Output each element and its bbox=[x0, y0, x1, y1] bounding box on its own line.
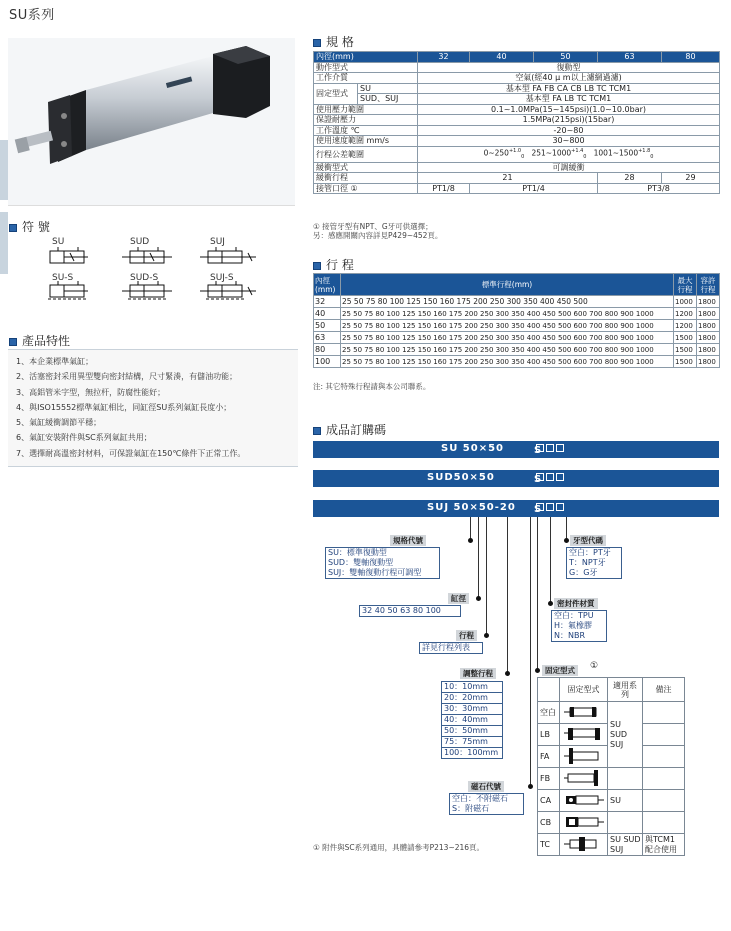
pneumatic-symbols bbox=[40, 247, 270, 307]
seal-box: 空白：TPU H：氟橡膠 N：NBR bbox=[551, 610, 607, 642]
stroke-row: 80 25 50 75 80 100 125 150 160 175 200 250 300 350 400 450 500 600 700 800 900 1000 1500 1800 bbox=[314, 344, 720, 356]
symbol-heading: 符 號 bbox=[9, 218, 50, 235]
stroke-row: 32 25 50 75 80 100 125 150 160 175 200 250 300 350 400 450 500 1000 1800 bbox=[314, 296, 720, 308]
spec-row: SUD、SUJ 基本型 FA LB TC TCM1 bbox=[314, 94, 720, 105]
symbol-label: SU-S bbox=[52, 273, 74, 283]
fb-mount-icon bbox=[562, 770, 606, 786]
leader-line bbox=[486, 517, 487, 635]
square-bullet-icon bbox=[9, 338, 17, 346]
adjust-stroke-label: 調整行程 bbox=[460, 668, 496, 679]
page-title: SU系列 bbox=[9, 8, 55, 23]
cb-mount-icon bbox=[562, 816, 606, 828]
fa-mount-icon bbox=[562, 748, 606, 764]
spec-header-row: 內徑(mm) 32 40 50 63 80 bbox=[314, 52, 720, 63]
square-bullet-icon bbox=[9, 224, 17, 232]
decor-stripe bbox=[0, 212, 8, 274]
bore-box: 32 40 50 63 80 100 bbox=[359, 605, 461, 617]
magnet-label: 磁石代號 bbox=[468, 781, 504, 792]
order-heading: 成品訂購碼 bbox=[313, 421, 386, 438]
symbol-label: SUD-S bbox=[130, 273, 159, 283]
mount-label: 固定型式 bbox=[542, 665, 578, 676]
features-heading: 產品特性 bbox=[9, 332, 70, 349]
mount-row: LB bbox=[538, 724, 685, 746]
leader-line bbox=[550, 517, 551, 604]
symbol-label: SUD bbox=[130, 237, 150, 247]
seal-label: 密封件材質 bbox=[554, 598, 598, 609]
leader-line bbox=[530, 517, 531, 787]
bullet-dot bbox=[476, 596, 481, 601]
feature-item: 1、本企業標準氣缸； bbox=[16, 357, 94, 366]
bullet-dot bbox=[535, 668, 540, 673]
feature-item: 6、氣缸安裝附件與SC系列氣缸共用； bbox=[16, 433, 152, 443]
spec-row: 使用速度範圍 mm/s 30~800 bbox=[314, 136, 720, 147]
mount-row: FB bbox=[538, 768, 685, 790]
decor-stripe bbox=[0, 140, 8, 200]
feature-item: 2、活塞密封采用異型雙向密封結構，尺寸緊湊，有儲油功能； bbox=[16, 372, 238, 382]
spec-row: 動作型式 復動型 bbox=[314, 62, 720, 73]
spec-row: 行程公差範圍 $0\sim 250^{+1.0}_0$ $251\sim 1000^{+1.4}_0$ $1001\sim 1500^{+1.8}_0$ bbox=[314, 146, 720, 162]
stroke-row: 50 25 50 75 80 100 125 150 160 175 200 250 300 350 400 450 500 600 700 800 900 1000 1200 1800 bbox=[314, 320, 720, 332]
spec-code-box: SU：標準復動型 SUD：雙軸復動型 SUJ：雙軸復動行程可調型 bbox=[325, 547, 440, 579]
feature-item: 7、選擇耐高溫密封材料，可保證氣缸在150℃條件下正常工作。 bbox=[16, 448, 246, 458]
symbol-label: SU bbox=[52, 237, 65, 247]
tc-mount-icon bbox=[562, 837, 606, 851]
magnet-box: 空白：不附磁石 S：附磁石 bbox=[449, 793, 524, 815]
stroke-box: 詳見行程列表 bbox=[419, 642, 483, 654]
spec-heading: 規 格 bbox=[313, 33, 354, 50]
order-code-bar: SUJ 50×50-20 S bbox=[313, 500, 719, 517]
stroke-header-row: 內徑(mm) 標準行程(mm) 最大行程 容許行程 bbox=[314, 274, 720, 296]
leader-line bbox=[507, 517, 508, 674]
spec-row: 保證耐壓力 1.5MPa(215psi)(15bar) bbox=[314, 115, 720, 126]
circled-one: ① bbox=[590, 661, 599, 671]
bullet-dot bbox=[548, 601, 553, 606]
spec-row: 使用壓力範圍 0.1~1.0MPa(15~145psi)(1.0~10.0bar) bbox=[314, 104, 720, 115]
thread-label: 牙型代碼 bbox=[570, 535, 606, 546]
bullet-dot bbox=[468, 538, 473, 543]
spec-row: 固定型式 SU 基本型 FA FB CA CB LB TC TCM1 bbox=[314, 83, 720, 94]
spec-row: 緩衝型式 可調緩衝 bbox=[314, 162, 720, 173]
mount-table bbox=[537, 677, 685, 856]
mount-row: FA bbox=[538, 746, 685, 768]
spec-note: ① 接管牙型有NPT、G牙可供選擇； bbox=[313, 222, 433, 231]
ca-mount-icon bbox=[562, 794, 606, 806]
order-footnote: ① 附件與SC系列通用，具體請參考P213~216頁。 bbox=[313, 843, 485, 852]
symbol-label: SUJ bbox=[210, 237, 225, 247]
spec-row: 接管口徑 ① PT1/8 PT1/4 PT3/8 bbox=[314, 183, 720, 194]
stroke-row: 100 25 50 75 80 100 125 150 160 175 200 250 300 350 400 450 500 600 700 800 900 1000 1500 1800 bbox=[314, 356, 720, 368]
stroke-heading: 行 程 bbox=[313, 256, 354, 273]
stroke-row: 40 25 50 75 80 100 125 150 160 175 200 250 300 350 400 450 500 600 700 800 900 1000 1200 1800 bbox=[314, 308, 720, 320]
stroke-row: 63 25 50 75 80 100 125 150 160 175 200 250 300 350 400 450 500 600 700 800 900 1000 1500 1800 bbox=[314, 332, 720, 344]
product-photo bbox=[8, 38, 295, 206]
spec-table bbox=[313, 51, 720, 194]
spec-row: 工作溫度 ℃ -20~80 bbox=[314, 125, 720, 136]
bullet-dot bbox=[484, 633, 489, 638]
cylinder-image bbox=[8, 38, 295, 206]
basic-mount-icon bbox=[562, 706, 606, 718]
features-box bbox=[8, 349, 298, 467]
spec-note: 另：感應開關內容詳見P429~452頁。 bbox=[313, 231, 443, 240]
feature-item: 5、氣缸緩衝調節平穩； bbox=[16, 418, 102, 428]
feature-item: 4、與ISO15552標準氣缸相比，同缸徑SU系列氣缸長度小； bbox=[16, 402, 232, 412]
leader-line bbox=[478, 517, 479, 600]
mount-header-row: 固定型式 適用系列 備注 bbox=[538, 678, 685, 702]
bullet-dot bbox=[528, 784, 533, 789]
mount-row: TC SU SUD SUJ 與TCM1 配合使用 bbox=[538, 834, 685, 856]
stroke-label: 行程 bbox=[456, 630, 477, 641]
stroke-table bbox=[313, 273, 720, 368]
thread-box: 空白：PT牙 T：NPT牙 G：G牙 bbox=[566, 547, 622, 579]
spec-row: 緩衝行程 21 28 29 bbox=[314, 173, 720, 184]
order-code-bar: SUD50×50 S bbox=[313, 470, 719, 487]
bullet-dot bbox=[505, 671, 510, 676]
bore-label: 缸徑 bbox=[448, 593, 469, 604]
spec-row: 工作介質 空氣(經40 μ m以上濾網過濾) bbox=[314, 73, 720, 84]
symbol-label: SUJ-S bbox=[210, 273, 234, 283]
lb-mount-icon bbox=[562, 727, 606, 741]
leader-line bbox=[537, 517, 538, 670]
mount-row: CB bbox=[538, 812, 685, 834]
square-bullet-icon bbox=[313, 39, 321, 47]
feature-item: 3、高鋁管米字型，無拉杆，防腐性能好； bbox=[16, 387, 166, 397]
spec-code-label: 規格代號 bbox=[390, 535, 426, 546]
mount-row: CA SU bbox=[538, 790, 685, 812]
order-code-bar: SU 50×50 S bbox=[313, 441, 719, 458]
adjust-stroke-box: 10：10mm 20：20mm 30：30mm 40：40mm 50：50mm 75：75mm 100：100mm bbox=[441, 681, 503, 759]
mount-row: 空白 SU SUD SUJ bbox=[538, 702, 685, 724]
stroke-note: 注: 其它特殊行程請與本公司聯系。 bbox=[313, 382, 431, 391]
square-bullet-icon bbox=[313, 427, 321, 435]
square-bullet-icon bbox=[313, 262, 321, 270]
bullet-dot bbox=[564, 538, 569, 543]
